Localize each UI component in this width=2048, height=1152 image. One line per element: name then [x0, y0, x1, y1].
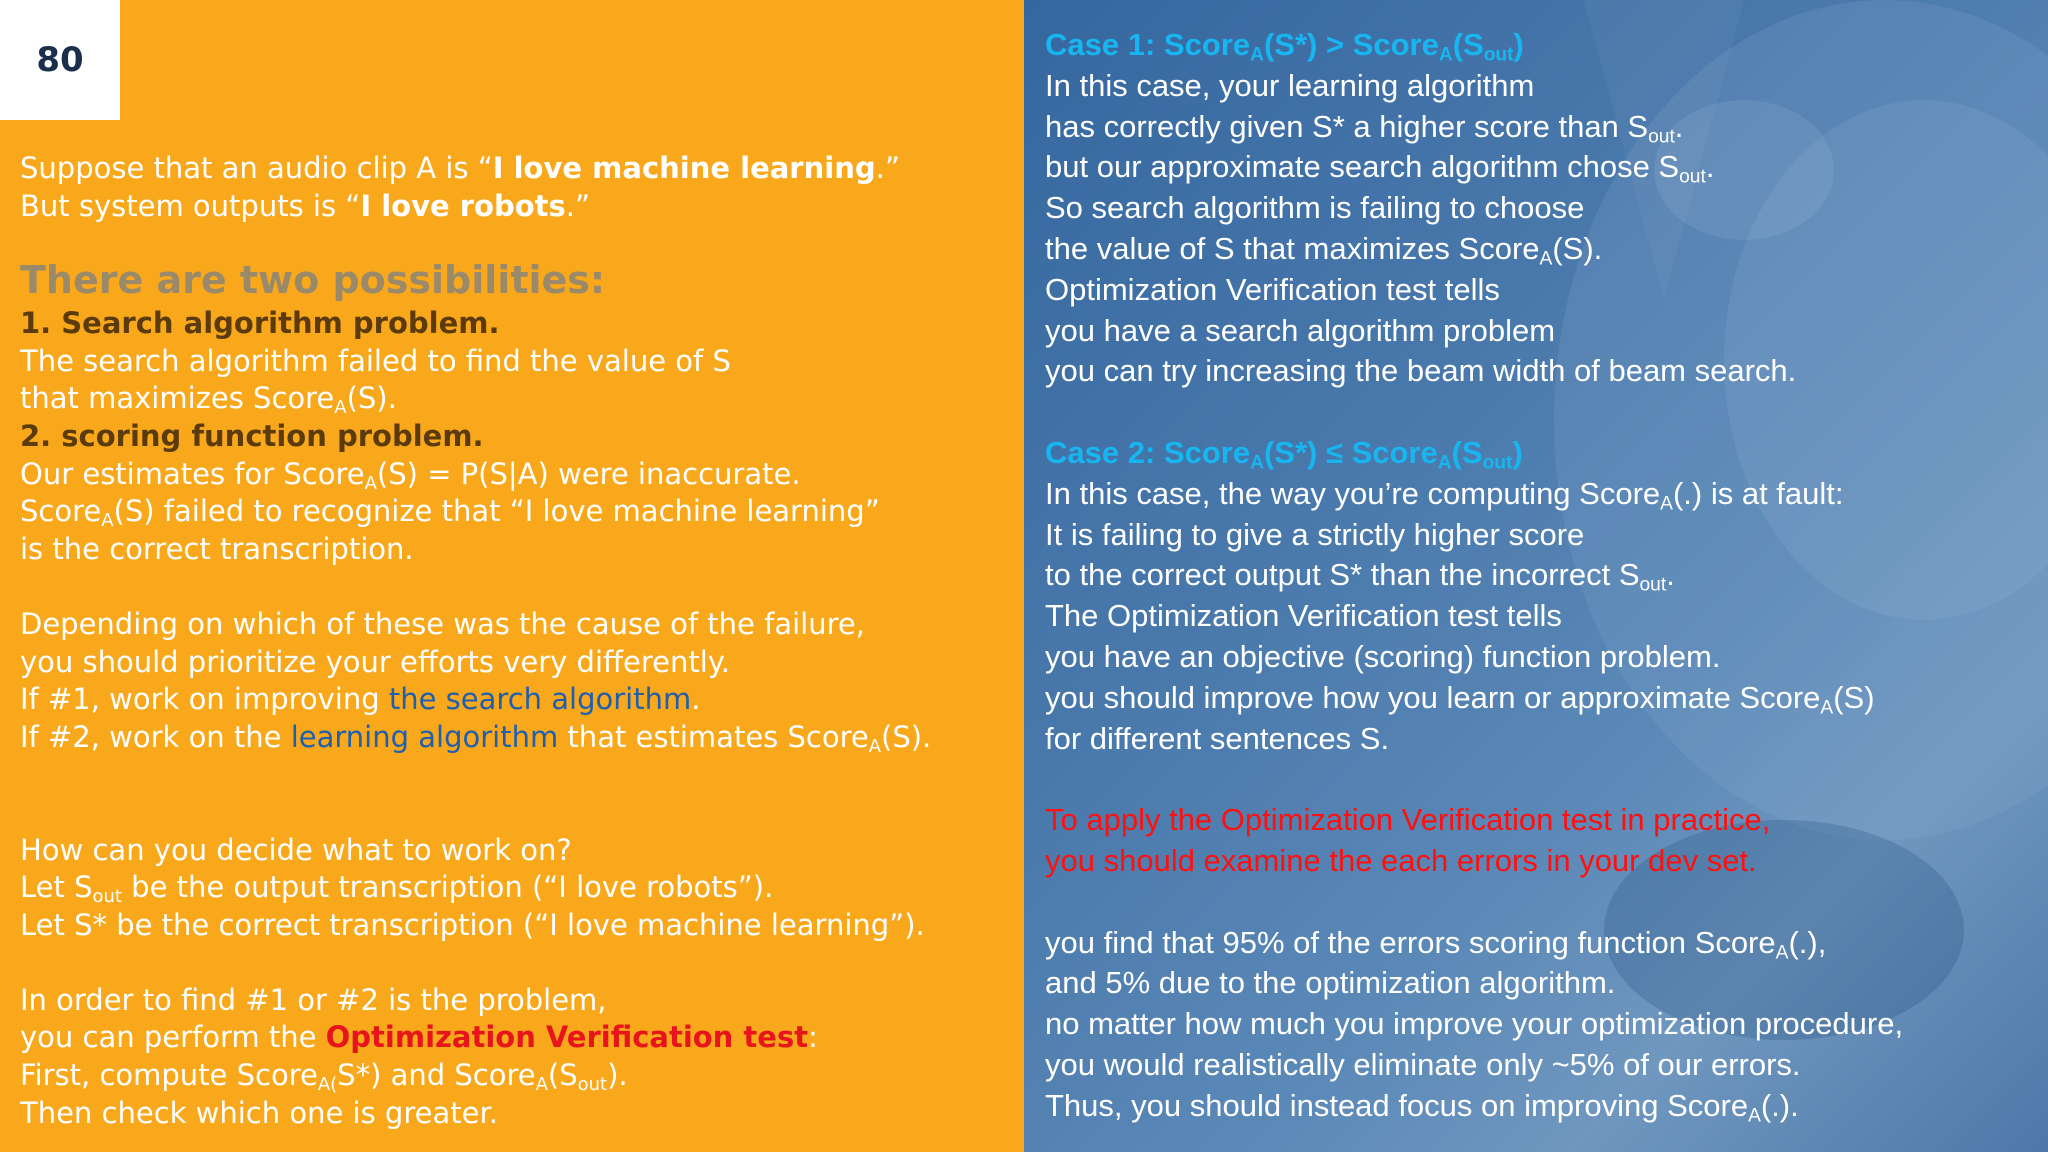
- right-text: [1045, 25, 2035, 1127]
- depending-line-2: you should prioritize your efforts very differently.: [20, 644, 731, 679]
- spacer: [1045, 882, 2035, 923]
- spacer: [20, 225, 1010, 255]
- findings-line-3: no matter how much you improve your optimization procedure,: [1045, 1006, 1904, 1042]
- possibility-2-line-3: is the correct transcription.: [20, 531, 414, 566]
- spacer: [1045, 759, 2035, 800]
- case-1-line-7: you have a search algorithm problem: [1045, 312, 1556, 348]
- possibility-2-line-1: Our estimates for Score$_A$(S) = P(S|A) were inaccurate.: [20, 456, 801, 494]
- intro-line-2: But system outputs is “I love robots.”: [20, 188, 591, 223]
- case-1-line-5: the value of S that maximizes Score$_A$(S).: [1045, 230, 1603, 270]
- left-text: [20, 150, 1010, 1132]
- spacer: [20, 794, 1010, 832]
- order-line-4: Then check which one is greater.: [20, 1095, 498, 1130]
- case-1-line-3: but our approximate search algorithm chose $S_{out}$.: [1045, 149, 1715, 188]
- spacer: [20, 944, 1010, 982]
- search-algorithm-link[interactable]: the search algorithm: [388, 682, 692, 717]
- case-1-line-1: In this case, your learning algorithm: [1045, 67, 1535, 103]
- findings-line-4: you would realistically eliminate only ~5% of our errors.: [1045, 1046, 1801, 1082]
- decide-line-2: Let $S_{out}$ be the output transcription (“I love robots”).: [20, 870, 774, 908]
- case-2-line-4: The Optimization Verification test tells: [1045, 598, 1562, 634]
- case-2-line-7: for different sentences S.: [1045, 720, 1390, 756]
- apply-line-1: To apply the Optimization Verification test in practice,: [1045, 802, 1771, 838]
- case-2-line-1: In this case, the way you’re computing Score$_A$(.) is at fault:: [1045, 475, 1844, 515]
- case-2-line-5: you have an objective (scoring) function problem.: [1045, 638, 1721, 674]
- case-1-line-4: So search algorithm is failing to choose: [1045, 190, 1585, 226]
- findings-line-1: you find that 95% of the errors scoring function Score$_A$(.),: [1045, 924, 1827, 963]
- learning-algorithm-link[interactable]: learning algorithm: [290, 719, 559, 754]
- spacer: [1045, 392, 2035, 433]
- spacer: [20, 568, 1010, 606]
- depending-line-1: Depending on which of these was the cause of the failure,: [20, 606, 865, 641]
- case-2-line-6: you should improve how you learn or approximate Score$_A$(S): [1045, 679, 1875, 719]
- order-line-1: In order to find #1 or #2 is the problem,: [20, 982, 607, 1017]
- case-2-line-3: to the correct output S* than the incorrect $S_{out}$.: [1045, 557, 1675, 596]
- possibility-1-line-1: The search algorithm failed to find the value of S: [20, 343, 731, 378]
- case-1-line-8: you can try increasing the beam width of beam search.: [1045, 353, 1797, 389]
- optimization-verification-test-highlight: Optimization Verification test: [325, 1020, 809, 1055]
- possibility-1-title: 1. Search algorithm problem.: [20, 306, 500, 341]
- decide-line-1: How can you decide what to work on?: [20, 832, 572, 867]
- decide-line-3: Let S* be the correct transcription (“I love machine learning”).: [20, 907, 925, 942]
- findings-line-2: and 5% due to the optimization algorithm.: [1045, 965, 1616, 1001]
- case-1-heading: Case 1: Score$_A$(S*) > $Score_A(S_{out})$: [1045, 27, 1524, 66]
- case-1-line-6: Optimization Verification test tells: [1045, 271, 1500, 307]
- possibility-2-line-2: Score$_A$(S) failed to recognize that “I love machine learning”: [20, 494, 880, 532]
- depending-line-4: If #2, work on the learning algorithm that estimates Score$_A$(S).: [20, 719, 932, 757]
- possibilities-heading: There are two possibilities:: [20, 258, 606, 303]
- case-2-heading: Case 2: Score$_A$(S*) ≤ $Score_A(S_{out})$: [1045, 434, 1523, 474]
- possibility-1-line-2: that maximizes Score$_A$(S).: [20, 381, 397, 419]
- apply-line-2: you should examine the each errors in your dev set.: [1045, 842, 1757, 878]
- possibility-2-title: 2. scoring function problem.: [20, 418, 484, 453]
- intro-line-1: Suppose that an audio clip A is “I love machine learning.”: [20, 151, 900, 185]
- order-line-3: First, compute Score$_{A(}$S*) and $Score_A(S_{out})$.: [20, 1058, 628, 1096]
- case-2-line-2: It is failing to give a strictly higher score: [1045, 516, 1585, 552]
- case-1-line-2: has correctly given S* a higher score than $S_{out}$.: [1045, 108, 1684, 147]
- spacer: [20, 756, 1010, 794]
- depending-line-3: If #1, work on improving the search algorithm.: [20, 682, 701, 717]
- order-line-2: you can perform the Optimization Verification test:: [20, 1020, 818, 1055]
- page-number: 80: [0, 0, 120, 120]
- findings-line-5: Thus, you should instead focus on improving Score$_A$(.).: [1045, 1087, 1799, 1127]
